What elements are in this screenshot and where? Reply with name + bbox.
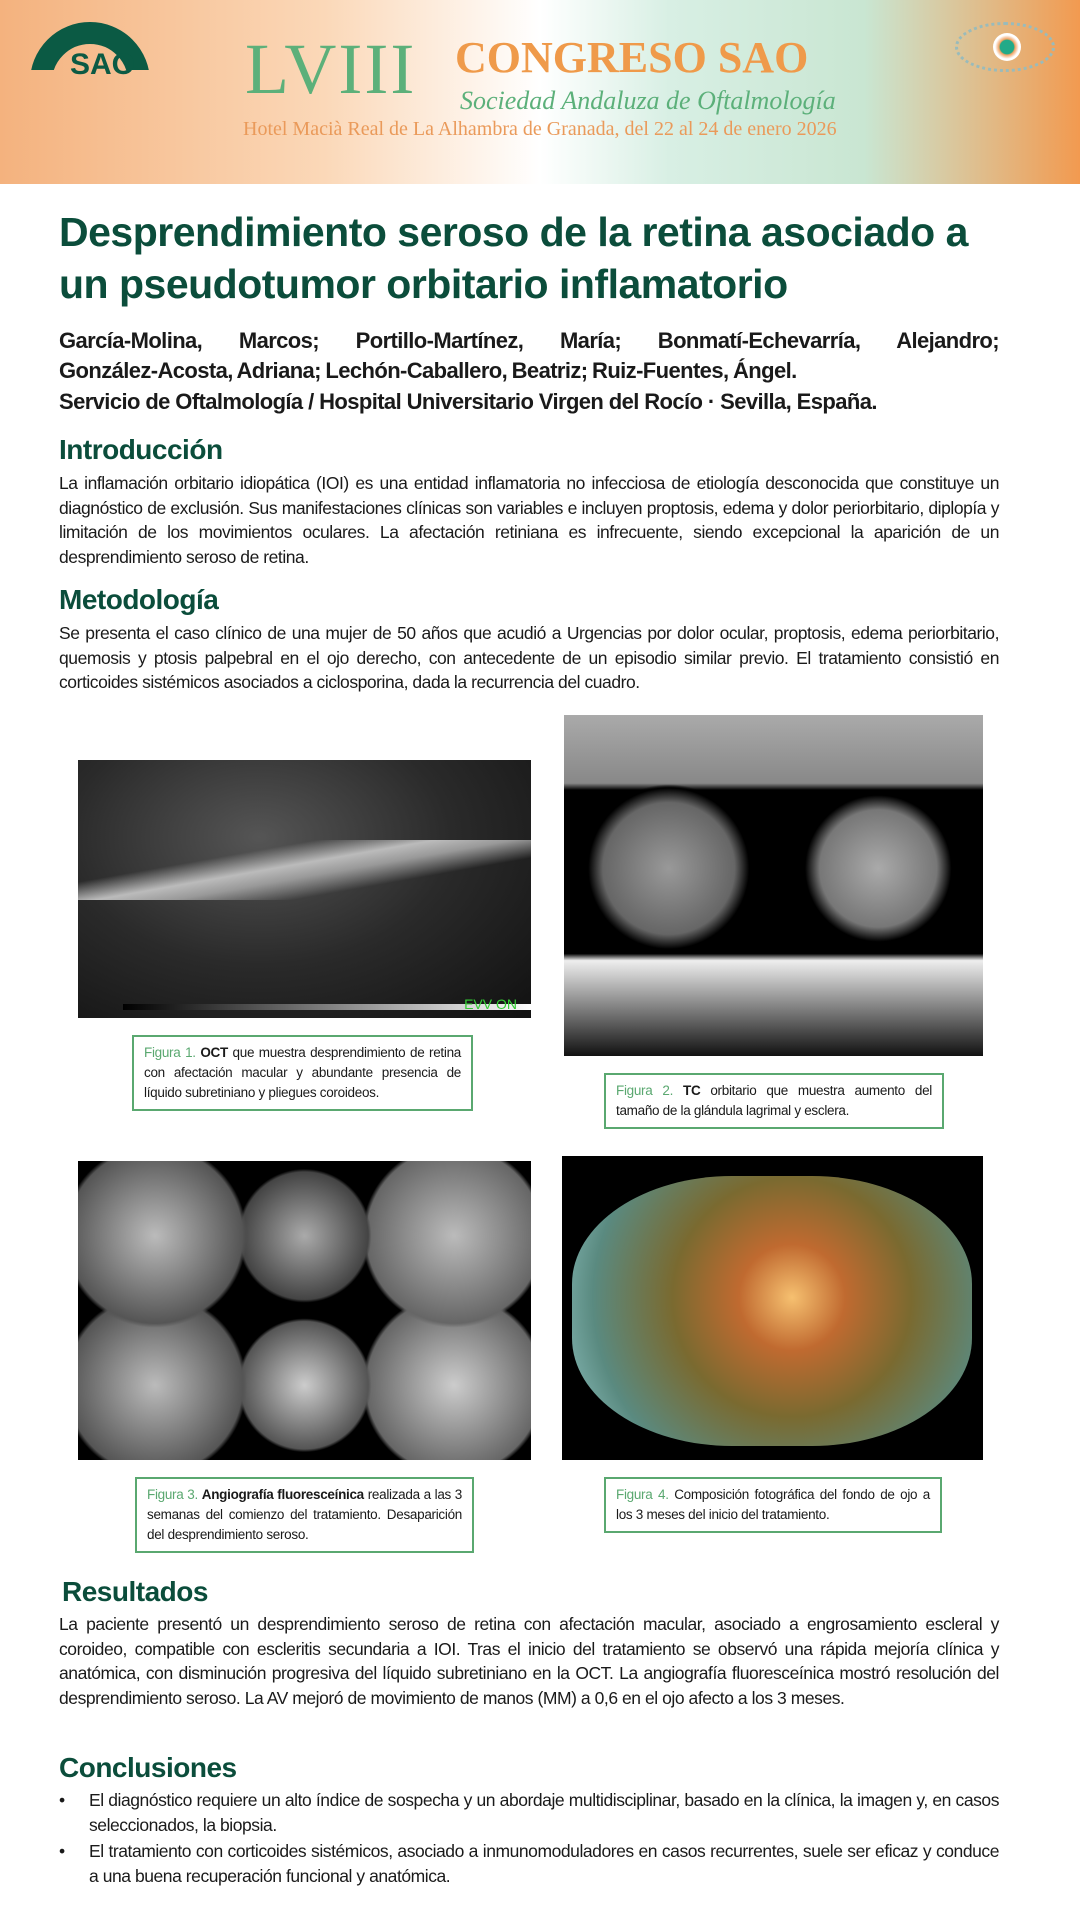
conclusions-heading: Conclusiones (59, 1752, 237, 1783)
results-heading: Resultados (62, 1576, 208, 1607)
figure-2-caption (604, 1073, 944, 1129)
figure-text: orbitario que muestra aumento del tamaño de la glándula lagrimal y esclera. (616, 1083, 932, 1118)
figure-3-caption (135, 1477, 474, 1553)
fundus-montage-image (562, 1156, 983, 1460)
venue-dates: Hotel Macià Real de La Alhambra de Granada, del 22 al 24 de enero 2026 (243, 118, 837, 140)
results-text: La paciente presentó un desprendimiento seroso de retina con afectación macular, asociado a engrosamiento escleral y coroideo, compatible con escleritis secundaria a IOI. Tras el inicio del tratamiento se observó una rápida mejoría clínica y anatómica, con disminución progresiva del líquido subretiniano en la OCT. La angiografía fluoresceínica mostró resolución del desprendimiento seroso. La AV mejoró de movimiento de manos (MM) a 0,6 en el ojo afecto a los 3 meses. (59, 1614, 999, 1708)
oct-image (78, 760, 531, 1018)
figure-label: Figura 1. (144, 1045, 196, 1060)
congress-name: CONGRESO SAO (455, 33, 809, 82)
figure-text: Composición fotográfica del fondo de ojo a los 3 meses del inicio del tratamiento. (616, 1487, 931, 1522)
society-name: Sociedad Andaluza de Oftalmología (460, 86, 836, 115)
method-text: Se presenta el caso clínico de una mujer de 50 años que acudió a Urgencias por dolor ocular, proptosis, edema periorbitario, quemosis y ptosis palpebral en el ojo derecho, con antecedente de un episodio similar previo. El tratamiento consistió en corticoides sistémicos asociados a ciclosporina, dada la recurrencia del cuadro. (59, 623, 999, 692)
figure-text: que muestra desprendimiento de retina con afectación macular y abundante presencia de líquido subretiniano y pliegues coroideos. (144, 1045, 461, 1100)
edition-number: LVIII (245, 29, 417, 109)
intro-text: La inflamación orbitario idiopática (IOI) es una entidad inflamatoria no infecciosa de etiología desconocida que constituye un diagnóstico de exclusión. Sus manifestaciones clínicas son variables e incluyen proptosis, edema y dolor periorbitario, diplopía y limitación de los movimientos oculares. La afectación retiniana es infrecuente, siendo excepcional la aparición de un desprendimiento seroso de retina. (59, 473, 999, 567)
oct-overlay-label: EVV ON (464, 996, 517, 1012)
figure-label: Figura 2. (616, 1083, 674, 1098)
logo-text: SAO (70, 48, 136, 81)
figure-keyword: OCT (200, 1045, 228, 1060)
conclusions-list (59, 1788, 999, 1890)
affiliation: Servicio de Oftalmología / Hospital Universitario Virgen del Rocío · Sevilla, España. (59, 389, 877, 414)
figure-keyword: TC (683, 1083, 701, 1098)
ct-scan-image (564, 715, 983, 1056)
poster-title: Desprendimiento seroso de la retina asociado a un pseudotumor orbitario inflamatorio (59, 209, 968, 307)
authors-line-1: García-Molina, Marcos; Portillo-Martínez, María; Bonmatí-Echevarría, Alejandro; (59, 328, 999, 353)
figure-text: realizada a las 3 semanas del comienzo del tratamiento. Desaparición del desprendimiento seroso. (147, 1487, 463, 1542)
figure-label: Figura 3. (147, 1487, 198, 1502)
method-heading: Metodología (59, 584, 219, 615)
angiography-image (78, 1161, 531, 1460)
intro-heading: Introducción (59, 434, 223, 465)
congress-banner (0, 0, 1080, 184)
authors-line-2: González-Acosta, Adriana; Lechón-Caballero, Beatriz; Ruiz-Fuentes, Ángel. (59, 358, 797, 383)
figure-keyword: Angiografía fluoresceínica (201, 1487, 364, 1502)
figure-4-caption (604, 1477, 942, 1533)
figure-label: Figura 4. (616, 1487, 669, 1502)
figure-1-caption (132, 1035, 473, 1111)
sao-logo (30, 22, 155, 82)
conclusion-item: • El tratamiento con corticoides sistémicos, asociado a inmunomoduladores en casos recurrentes, suele ser eficaz y conduce a una buena recuperación funcional y anatómica. (59, 1839, 999, 1888)
eye-emblem-icon (955, 22, 1055, 72)
conclusion-item: • El diagnóstico requiere un alto índice de sospecha y un abordaje multidisciplinar, basado en la clínica, la imagen y, en casos seleccionados, la biopsia. (59, 1788, 999, 1837)
